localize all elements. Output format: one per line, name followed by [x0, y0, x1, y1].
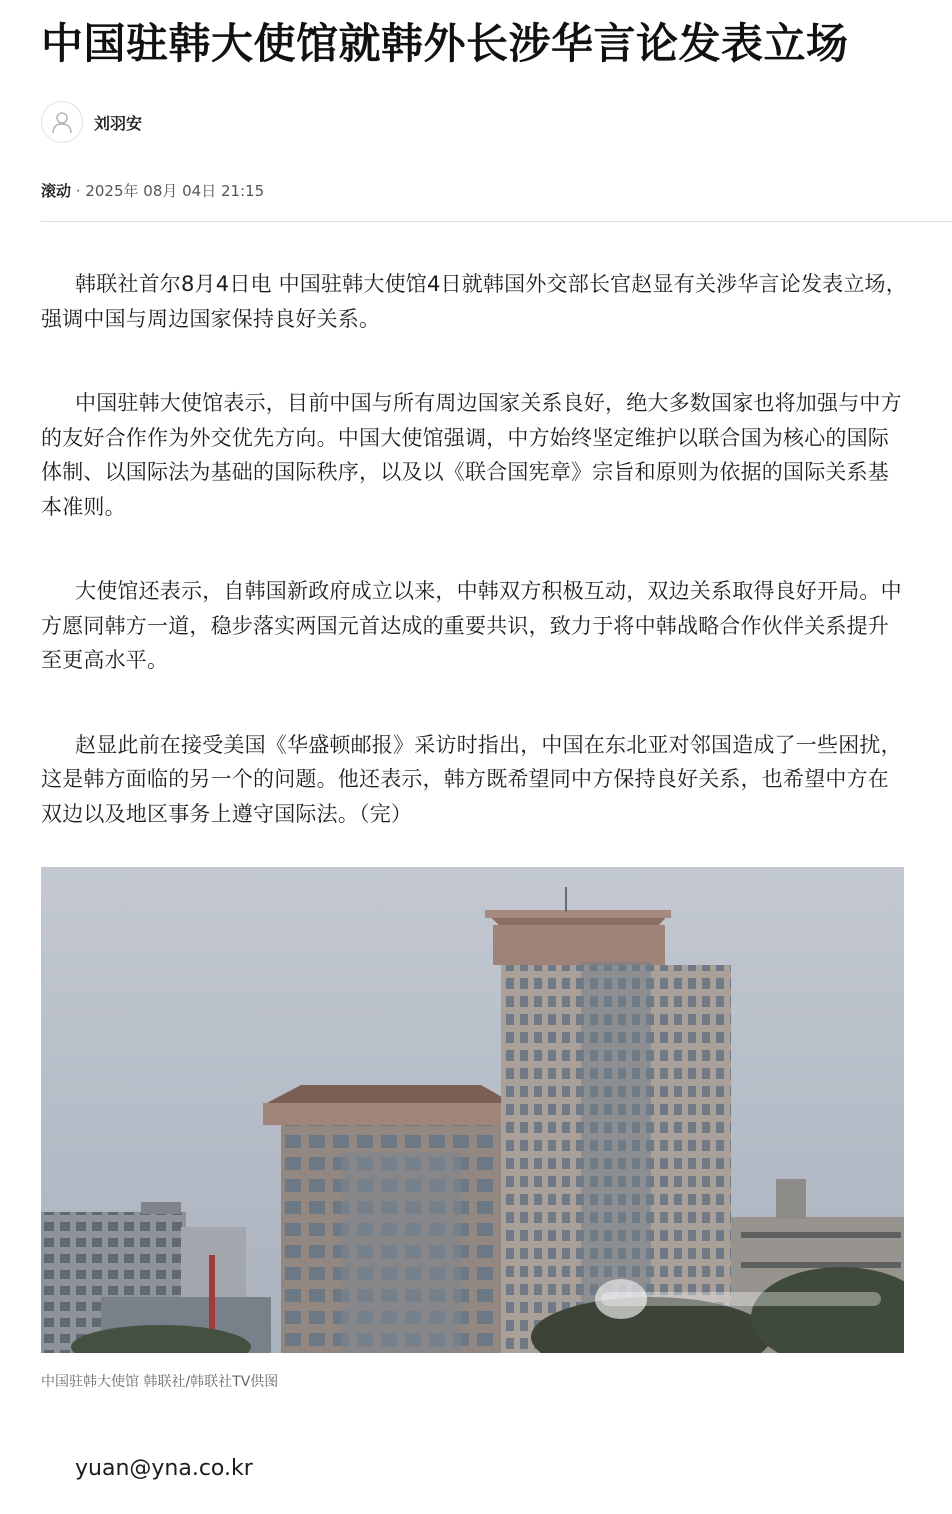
paragraph: 中国驻韩大使馆表示，目前中国与所有周边国家关系良好，绝大多数国家也将加强与中方的友好合作作为外交优先方向。中国大使馆强调，中方始终坚定维护以联合国为核心的国际体制、以国际法为基础的国际秩序，以及以《联合国宪章》宗旨和原则为依据的国际关系基本准则。: [41, 391, 902, 519]
article-body: [41, 267, 907, 881]
author-name[interactable]: 刘羽安: [94, 113, 143, 133]
header-divider: [41, 221, 952, 222]
meta-separator: ·: [71, 182, 86, 200]
embassy-photo: [41, 867, 904, 1353]
photo-caption: 中国驻韩大使馆 韩联社/韩联社TV供图: [41, 1374, 279, 1390]
paragraph: 大使馆还表示，自韩国新政府成立以来，中韩双方积极互动，双边关系取得良好开局。中方愿同韩方一道，稳步落实两国元首达成的重要共识，致力于将中韩战略合作伙伴关系提升至更高水平。: [41, 579, 902, 672]
user-avatar-icon[interactable]: [41, 101, 83, 143]
author-block[interactable]: [41, 100, 142, 144]
article-title: 中国驻韩大使馆就韩外长涉华言论发表立场: [41, 19, 849, 68]
paragraph: 韩联社首尔8月4日电 中国驻韩大使馆4日就韩国外交部长官赵显有关涉华言论发表立场，强调中国与周边国家保持良好关系。: [41, 272, 907, 331]
article-meta: [41, 180, 264, 202]
publish-datetime: 2025年 08月 04日 21:15: [85, 182, 265, 200]
paragraph: 赵显此前在接受美国《华盛顿邮报》采访时指出，中国在东北亚对邻国造成了一些困扰，这是韩方面临的另一个的问题。他还表示，韩方既希望同中方保持良好关系，也希望中方在双边以及地区事务上遵守国际法。（完）: [41, 732, 902, 826]
contact-email[interactable]: yuan@yna.co.kr: [75, 1456, 253, 1481]
category-label[interactable]: 滚动: [41, 182, 72, 200]
